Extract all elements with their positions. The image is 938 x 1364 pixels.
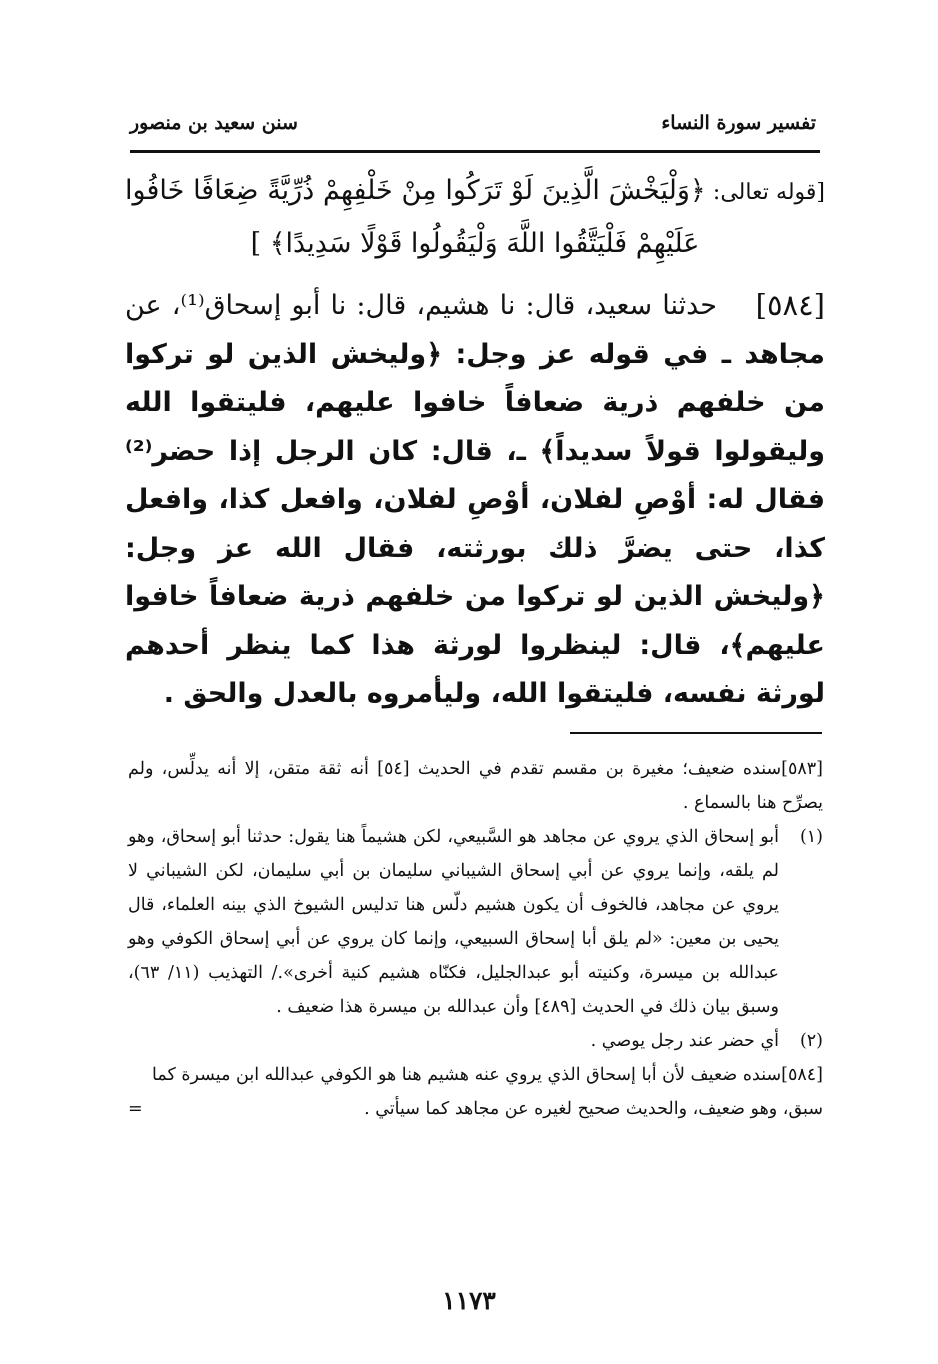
footnote-separator (570, 732, 822, 734)
verse-text: ﴿وَلْيَخْشَ الَّذِينَ لَوْ تَرَكُوا مِنْ خَلْفِهِمْ ذُرِّيَّةً ضِعَافًا خَافُوا عَلَيْهِمْ فَلْيَتَّقُوا اللَّهَ وَلْيَقُولُوا قَوْلًا سَدِيدًا﴾ ] (125, 175, 706, 259)
hadith-text (125, 282, 825, 719)
hadith-number: [٥٨٤] (755, 288, 825, 322)
verse-lead: [قوله تعالى: (705, 180, 825, 205)
footnote-2-text: أي حضر عند رجل يوصي . (590, 1031, 779, 1051)
footnote-2 (128, 1024, 823, 1058)
hadith-body: مجاهد ـ في قوله عز وجل: ﴿وليخش الذين لو تركوا من خلفهم ذرية ضعافاً خافوا عليهم، فليتقوا الله وليقولوا قولاً سديداً﴾ ـ، قال: كان الرجل إذا حضر⁽²⁾ فقال له: أوْصِ لفلان، أوْصِ لفلان، وافعل كذا، وافعل كذا، حتى يضرَّ ذلك بورثته، فقال الله عز وجل: ﴿وليخش الذين لو تركوا من خلفهم ذرية ضعافاً خافوا عليهم﴾، قال: لينظروا لورثة هذا كما ينظر أحدهم لورثة نفسه، فليتقوا الله، وليأمروه بالعدل والحق . (125, 338, 825, 709)
continuation-mark: = (128, 1099, 143, 1119)
running-header (130, 112, 816, 142)
hadith-opening: حدثنا سعيد، قال: نا هشيم، قال: نا أبو إسحاق⁽¹⁾، عن (125, 290, 717, 321)
page-number: ١١٧٣ (442, 1286, 496, 1315)
surah-title: تفسير سورة النساء (661, 112, 816, 134)
note-583: [٥٨٣]سنده ضعيف؛ مغيرة بن مقسم تقدم في الحديث [٥٤] أنه ثقة متقن، إلا أنه يدلِّس، ولم يصرِّح هنا بالسماع . (128, 759, 823, 813)
header-rule (130, 150, 820, 153)
footnote-1-marker: (١) (799, 827, 823, 847)
note-584-text: [٥٨٤]سنده ضعيف لأن أبا إسحاق الذي يروي عنه هشيم هنا هو الكوفي عبدالله ابن ميسرة كما سبق، وهو ضعيف، والحديث صحيح لغيره عن مجاهد كما سيأتي . (152, 1065, 823, 1119)
book-title: سنن سعيد بن منصور (130, 112, 298, 134)
note-584 (128, 1058, 823, 1126)
footnote-1 (128, 820, 823, 1024)
quran-verse-heading (125, 165, 825, 269)
footnote-1-text: أبو إسحاق الذي يروي عن مجاهد هو السَّبيعي، لكن هشيماً هنا يقول: حدثنا أبو إسحاق، وهو لم يلقه، وإنما يروي عن أبي إسحاق الشيباني سليمان بن أبي سليمان، لكن الشيباني لا يروي عن مجاهد، فالخوف أن يكون هشيم دلّس هنا تدليس الشيوخ الذي بينه العلماء، قال يحيى بن معين: «لم يلق أبا إسحاق السبيعي، وإنما كان يروي عن أبي إسحاق الكوفي وهو عبدالله بن ميسرة، وكنيته أبو عبدالجليل، فكنّاه هشيم كنية أخرى»./ التهذيب (١١/ ٦٣)، وسبق بيان ذلك في الحديث [٤٨٩] وأن عبدالله بن ميسرة هذا ضعيف . (128, 827, 779, 1017)
footnotes (128, 752, 823, 1126)
footnote-2-marker: (٢) (799, 1031, 823, 1051)
hadith-584 (125, 282, 825, 719)
